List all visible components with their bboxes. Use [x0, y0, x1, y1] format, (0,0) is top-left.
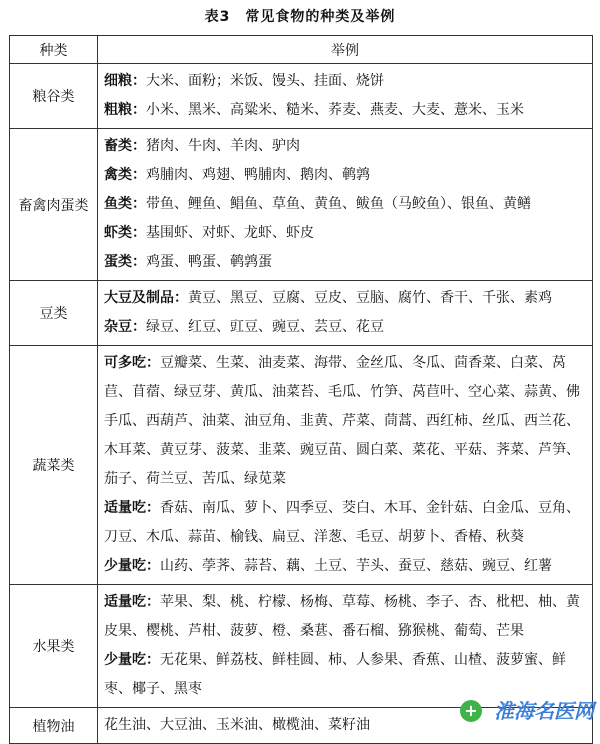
table-row — [10, 64, 593, 129]
header-row — [10, 36, 593, 64]
table-row — [10, 585, 593, 708]
item-label: 禽类： — [104, 167, 146, 183]
list-item — [104, 588, 586, 646]
table-row — [10, 346, 593, 585]
item-label: 鱼类： — [104, 196, 146, 212]
list-item — [104, 284, 586, 313]
examples-grain — [98, 64, 593, 129]
table-row — [10, 281, 593, 346]
item-text: 豆瓣菜、生菜、油麦菜、海带、金丝瓜、冬瓜、茴香菜、白菜、莴苣、苜蓿、绿豆芽、黄瓜、油菜苔、毛瓜、竹笋、莴苣叶、空心菜、蒜黄、佛手瓜、西葫芦、油菜、油豆角、韭黄、芹菜、茼蒿、西红柿、丝瓜、西兰花、木耳菜、黄豆芽、菠菜、韭菜、豌豆苗、圆白菜、菜花、平菇、荠菜、芦笋、茄子、荷兰豆、苦瓜、绿苋菜 — [104, 355, 580, 487]
table-title: 表3 常见食物的种类及举例 — [204, 9, 396, 25]
item-text: 鸡脯肉、鸡翅、鸭脯肉、鹅肉、鹌鹑 — [146, 167, 370, 183]
item-label: 少量吃： — [104, 558, 160, 574]
category-fruit: 水果类 — [10, 585, 98, 708]
item-text: 香菇、南瓜、萝卜、四季豆、茭白、木耳、金针菇、白金瓜、豆角、刀豆、木瓜、蒜苗、榆钱、扁豆、洋葱、毛豆、胡萝卜、香椿、秋葵 — [104, 500, 580, 545]
item-label: 大豆及制品： — [104, 290, 188, 306]
item-text: 苹果、梨、桃、柠檬、杨梅、草莓、杨桃、李子、杏、枇杷、柚、黄皮果、樱桃、芦柑、菠萝、橙、桑葚、番石榴、猕猴桃、葡萄、芒果 — [104, 594, 580, 639]
examples-beans — [98, 281, 593, 346]
header-examples: 举例 — [98, 36, 593, 64]
item-text: 鸡蛋、鸭蛋、鹌鹑蛋 — [146, 254, 272, 270]
item-label: 虾类： — [104, 225, 146, 241]
examples-meat — [98, 129, 593, 281]
list-item — [104, 67, 586, 96]
item-text: 花生油、大豆油、玉米油、橄榄油、菜籽油 — [104, 717, 370, 733]
item-text: 绿豆、红豆、豇豆、豌豆、芸豆、花豆 — [146, 319, 384, 335]
item-label: 细粮： — [104, 73, 146, 89]
list-item — [104, 96, 586, 125]
category-meat: 畜禽肉蛋类 — [10, 129, 98, 281]
item-label: 畜类： — [104, 138, 146, 154]
item-text: 基围虾、对虾、龙虾、虾皮 — [146, 225, 314, 241]
food-table — [9, 35, 593, 744]
list-item — [104, 494, 586, 552]
item-label: 蛋类： — [104, 254, 146, 270]
header-category: 种类 — [10, 36, 98, 64]
item-label: 少量吃： — [104, 652, 160, 668]
item-text: 山药、荸荠、蒜苔、藕、土豆、芋头、蚕豆、慈菇、豌豆、红薯 — [160, 558, 552, 574]
table-row — [10, 129, 593, 281]
examples-fruit — [98, 585, 593, 708]
item-label: 粗粮： — [104, 102, 146, 118]
item-text: 带鱼、鲤鱼、鲳鱼、草鱼、黄鱼、鲅鱼（马鲛鱼）、银鱼、黄鳝 — [146, 196, 531, 212]
item-label: 适量吃： — [104, 594, 160, 610]
list-item — [104, 552, 586, 581]
category-oil: 植物油 — [10, 708, 98, 744]
list-item — [104, 349, 586, 494]
item-label: 适量吃： — [104, 500, 160, 516]
list-item — [104, 161, 586, 190]
list-item — [104, 248, 586, 277]
list-item — [104, 132, 586, 161]
list-item — [104, 219, 586, 248]
category-beans: 豆类 — [10, 281, 98, 346]
medical-cross-icon: + — [460, 700, 482, 722]
category-veg: 蔬菜类 — [10, 346, 98, 585]
watermark-logo: 淮海名医网 — [494, 699, 594, 723]
item-text: 小米、黑米、高粱米、糙米、荞麦、燕麦、大麦、薏米、玉米 — [146, 102, 524, 118]
category-grain: 粮谷类 — [10, 64, 98, 129]
item-label: 可多吃： — [104, 355, 160, 371]
examples-veg — [98, 346, 593, 585]
list-item — [104, 313, 586, 342]
item-text: 无花果、鲜荔枝、鲜桂圆、柿、人参果、香蕉、山楂、菠萝蜜、鲜枣、椰子、黑枣 — [104, 652, 566, 697]
list-item — [104, 190, 586, 219]
item-text: 大米、面粉；米饭、馒头、挂面、烧饼 — [146, 73, 384, 89]
item-text: 黄豆、黑豆、豆腐、豆皮、豆脑、腐竹、香干、千张、素鸡 — [188, 290, 552, 306]
item-text: 猪肉、牛肉、羊肉、驴肉 — [146, 138, 300, 154]
item-label: 杂豆： — [104, 319, 146, 335]
